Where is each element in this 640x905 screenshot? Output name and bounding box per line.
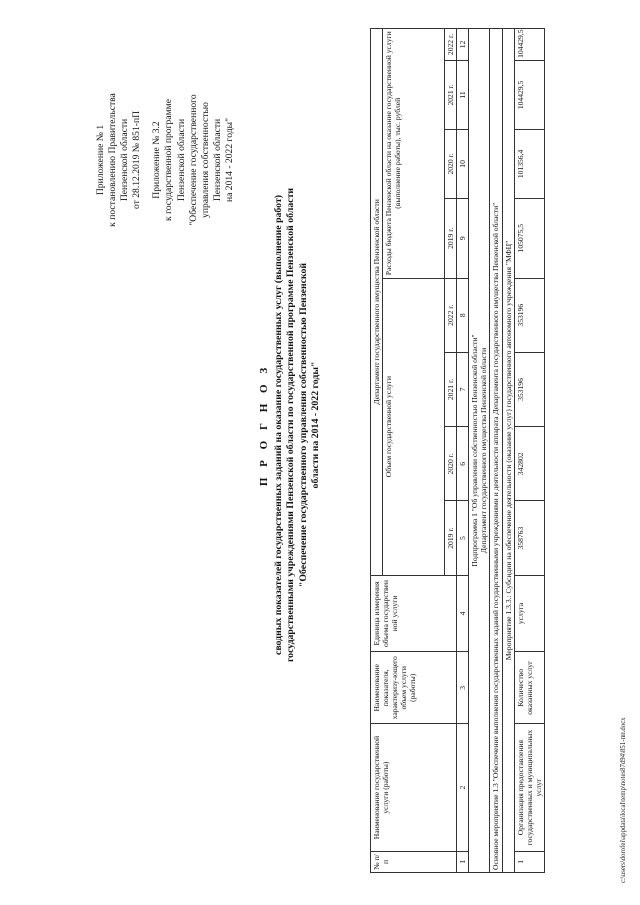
header-indicator: Наименование показателя, характеризу-ющего объем услуги (работы) bbox=[371, 652, 457, 724]
row-volume-2020: 342802 bbox=[514, 427, 544, 501]
subprogram-title: Подпрограмма 1 "Об управлении собственностью Пензенской области" bbox=[470, 334, 480, 567]
column-number: 9 bbox=[457, 198, 469, 278]
year-header: 2020 г. bbox=[445, 427, 457, 501]
year-header: 2021 г. bbox=[445, 60, 457, 129]
column-number: 4 bbox=[457, 575, 469, 651]
title-heading: П Р О Г Н О З bbox=[258, 363, 270, 487]
column-number: 12 bbox=[457, 29, 469, 61]
row-num: 1 bbox=[514, 851, 544, 872]
row-expense-2019: 105075,5 bbox=[514, 198, 544, 278]
table-row bbox=[514, 29, 544, 873]
header-expenses: Расходы бюджета Пензенской области на оказание государственной услуги (выполнение работы), тыс. рублей bbox=[383, 29, 445, 279]
header-service-name: Наименование государственной услуги (работы) bbox=[371, 724, 457, 851]
column-number: 1 bbox=[457, 851, 469, 872]
department-title: Департамент государственного имущества Пензенской области bbox=[479, 347, 489, 554]
document-title bbox=[258, 145, 323, 705]
column-number: 5 bbox=[457, 501, 469, 575]
row-service-name: Организация предоставления государственных и муниципальных услуг bbox=[514, 724, 544, 851]
title-line: государственными учреждениями Пензенской области по государственной программе Пензенской области bbox=[285, 187, 297, 663]
row-indicator: Количество оказанных услуг bbox=[514, 652, 544, 724]
measure-row: Мероприятие 1.3.3.: Субсидии на обеспечение деятельности (оказание услуг) государственного автономного учреждения "МФЦ" bbox=[502, 29, 514, 873]
header-department: Департамент государственного имущества Пензенской области bbox=[371, 29, 383, 576]
row-expense-2021: 104429,5 bbox=[514, 60, 544, 129]
file-path-footer: c:\users\dorofei\appdata\local\temp\notes87d94\851-пп.docx bbox=[620, 717, 627, 883]
header-num: № п/п bbox=[371, 851, 457, 872]
row-volume-2022: 353196 bbox=[514, 278, 544, 352]
header-unit: Единица измерения объема государствен ной услуги bbox=[371, 575, 457, 651]
title-line: "Обеспечение государственного управления собственностью Пензенской bbox=[297, 262, 309, 588]
row-expense-2022: 104429,5 bbox=[514, 29, 544, 61]
appendix-1: Приложение № 1 к постановлению Правительства Пензенской области от 28.12.2019 № 851-пП bbox=[95, 93, 143, 227]
column-number: 11 bbox=[457, 60, 469, 129]
appendix-block bbox=[95, 35, 236, 285]
column-number: 8 bbox=[457, 278, 469, 352]
column-number: 10 bbox=[457, 129, 469, 198]
forecast-table bbox=[370, 28, 545, 873]
year-header: 2019 г. bbox=[445, 198, 457, 278]
row-expense-2020: 101356,4 bbox=[514, 129, 544, 198]
column-number: 2 bbox=[457, 724, 469, 851]
row-volume-2021: 353196 bbox=[514, 352, 544, 426]
column-number: 3 bbox=[457, 652, 469, 724]
title-line: сводных показателей государственных заданий на оказание государственных услуг (выполнение работ) bbox=[273, 194, 284, 656]
column-number: 6 bbox=[457, 427, 469, 501]
appendix-2: Приложение № 3.2 к государственной программе Пензенской области "Обеспечение государственного управления собственностью Пензенской области на 2014 - 2022 годы" bbox=[151, 94, 235, 226]
header-volume: Объем государственной услуги bbox=[383, 278, 445, 575]
column-number: 7 bbox=[457, 352, 469, 426]
year-header: 2020 г. bbox=[445, 129, 457, 198]
title-line: области на 2014 - 2022 годы" bbox=[310, 361, 322, 489]
row-unit: услуга bbox=[514, 575, 544, 651]
year-header: 2022 г. bbox=[445, 29, 457, 61]
subprogram-row bbox=[469, 29, 490, 873]
year-header: 2019 г. bbox=[445, 501, 457, 575]
row-volume-2019: 358763 bbox=[514, 501, 544, 575]
year-header: 2022 г. bbox=[445, 278, 457, 352]
main-measure-row: Основное мероприятие 1.3 "Обеспечение выполнения государственных заданий государственными учреждениями и деятельности аппарата Департамента государственного имущества Пензенской области" bbox=[490, 29, 502, 873]
year-header: 2021 г. bbox=[445, 352, 457, 426]
